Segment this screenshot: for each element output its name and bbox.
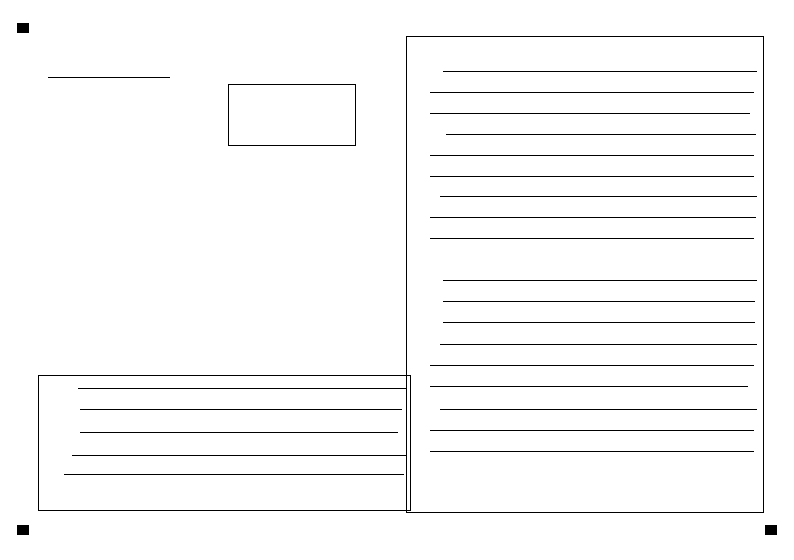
student-info-line (48, 67, 170, 78)
q52-line[interactable] (443, 71, 757, 72)
corner-mark-top-left (17, 23, 29, 33)
class-field[interactable] (110, 67, 170, 78)
q53-line[interactable] (440, 344, 757, 345)
q52-line[interactable] (446, 134, 756, 135)
corner-mark-bottom-right (765, 525, 777, 535)
q53-line[interactable] (443, 301, 755, 302)
q53-line[interactable] (443, 322, 755, 323)
q52-line[interactable] (430, 176, 754, 177)
q51-line[interactable] (78, 388, 406, 389)
answer-box-q51 (38, 375, 411, 511)
q51-line[interactable] (80, 432, 398, 433)
q51-line[interactable] (64, 474, 404, 475)
q52-line[interactable] (440, 196, 757, 197)
q52-line[interactable] (430, 238, 754, 239)
q52-line[interactable] (430, 155, 754, 156)
q52-line[interactable] (430, 113, 750, 114)
corner-mark-bottom-left (17, 525, 29, 535)
q53-line[interactable] (443, 280, 757, 281)
name-field[interactable] (48, 67, 110, 78)
q51-line[interactable] (80, 409, 402, 410)
q51-line[interactable] (72, 455, 406, 456)
barcode-box (228, 84, 356, 146)
answer-box-q52-q53 (406, 36, 764, 513)
q52-line[interactable] (430, 92, 754, 93)
q53-line[interactable] (430, 451, 754, 452)
q52-line[interactable] (430, 217, 756, 218)
q53-line[interactable] (430, 430, 754, 431)
q53-line[interactable] (430, 365, 754, 366)
q53-line[interactable] (430, 386, 748, 387)
q53-line[interactable] (440, 409, 757, 410)
